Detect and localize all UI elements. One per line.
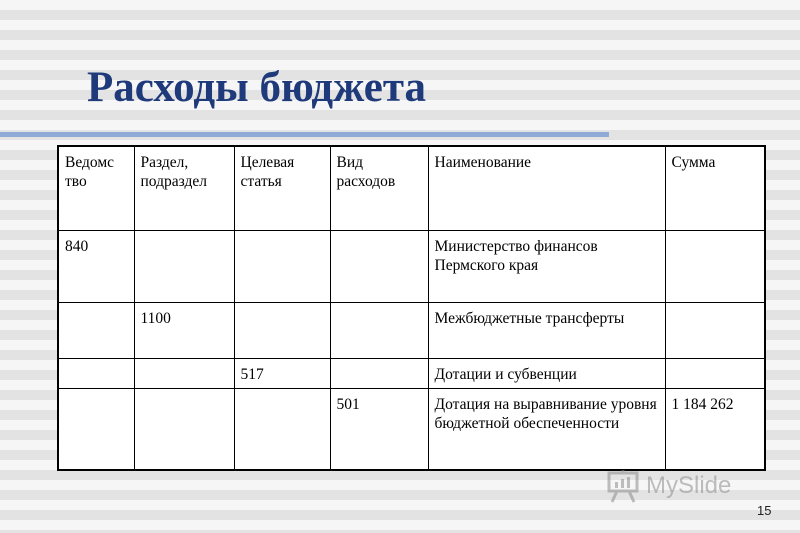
table-row: [58, 230, 765, 302]
table-cell: [58, 358, 134, 388]
table-cell: [330, 302, 428, 358]
table-cell: Дотации и субвенции: [428, 358, 665, 388]
table-row: [58, 358, 765, 388]
budget-table: [57, 145, 766, 471]
header-cell-expense-type: Вид расходов: [330, 146, 428, 230]
table-cell: [330, 358, 428, 388]
table-cell: [234, 388, 330, 470]
header-cell-section: Раздел, подраздел: [134, 146, 234, 230]
table-cell: [134, 230, 234, 302]
myslide-watermark: [606, 468, 766, 504]
watermark-text: MySlide: [646, 472, 732, 499]
table-cell: [234, 302, 330, 358]
presentation-board-icon: [606, 469, 640, 503]
header-cell-sum: Сумма: [665, 146, 765, 230]
table-cell: Межбюджетные трансферты: [428, 302, 665, 358]
table-cell: [330, 230, 428, 302]
table-cell: 1100: [134, 302, 234, 358]
table-cell: 1 184 262: [665, 388, 765, 470]
table-cell: [665, 358, 765, 388]
slide-title: Расходы бюджета: [87, 64, 426, 111]
table-cell: [58, 302, 134, 358]
table-row: [58, 388, 765, 470]
header-cell-target-article: Целевая статья: [234, 146, 330, 230]
table-cell: [134, 358, 234, 388]
table-cell: [234, 230, 330, 302]
title-underline: [0, 132, 609, 137]
table-row: [58, 302, 765, 358]
table-cell: 840: [58, 230, 134, 302]
header-cell-name: Наименование: [428, 146, 665, 230]
table-cell: Министерство финансов Пермского края: [428, 230, 665, 302]
table-cell: Дотация на выравнивание уровня бюджетной обеспеченности: [428, 388, 665, 470]
table-header-row: [58, 146, 765, 230]
table-cell: [665, 302, 765, 358]
page-number: 15: [757, 503, 772, 518]
table-cell: 501: [330, 388, 428, 470]
table-cell: [58, 388, 134, 470]
header-cell-department: Ведомс тво: [58, 146, 134, 230]
table-cell: [134, 388, 234, 470]
table-cell: 517: [234, 358, 330, 388]
table-cell: [665, 230, 765, 302]
